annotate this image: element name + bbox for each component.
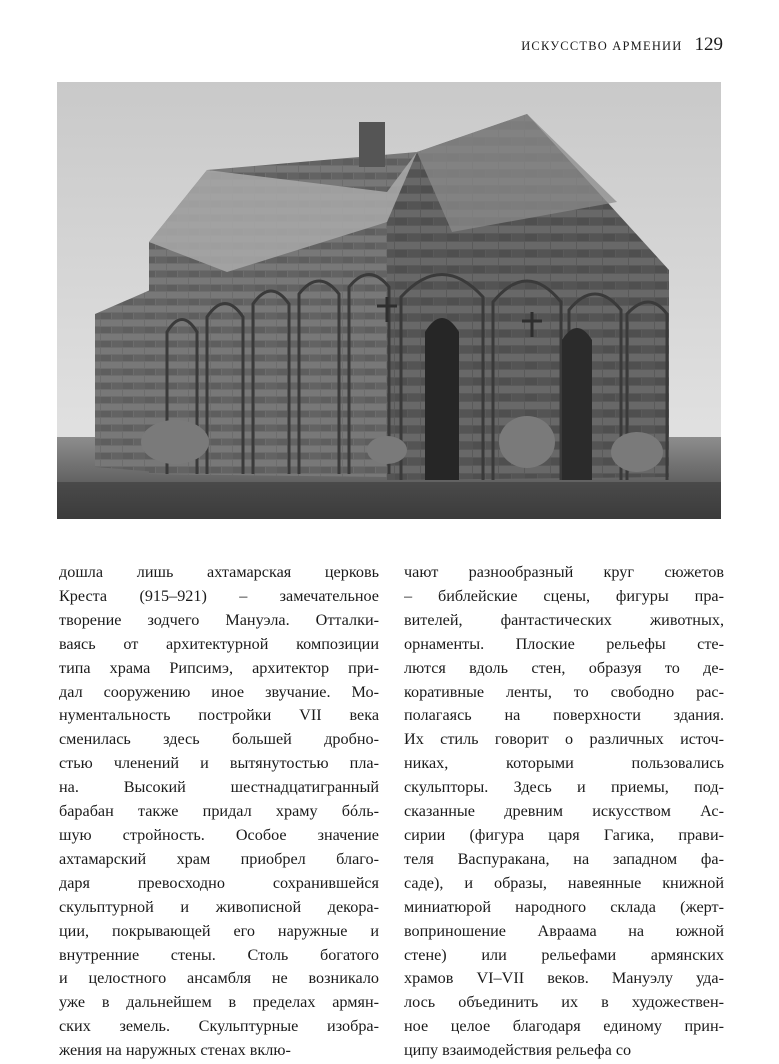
text-line: внутренние стены. Столь богатого [59,945,379,964]
text-line: ции, покрывающей его наружные и [59,921,379,940]
text-line: – библейские сцены, фигуры пра- [404,586,724,605]
text-line: вителей, фантастических животных, [404,610,724,629]
text-line: сирии (фигура царя Гагика, прави- [404,825,724,844]
text-line: уже в дальнейшем в пределах армян- [59,993,379,1012]
text-line: никах, которыми пользовались [404,754,724,773]
text-line: сменилась здесь большей дробно- [59,730,379,749]
church-photograph [57,82,721,519]
text-line: дошла лишь ахтамарская церковь [59,563,379,581]
text-line: даря превосходно сохранившейся [59,873,379,892]
text-line: ваясь от архитектурной композиции [59,634,379,653]
text-line: шую стройность. Особое значение [59,825,379,844]
text-line: дал сооружению иное звучание. Мо- [59,682,379,701]
text-line: Креста (915–921) – замечательное [59,586,379,605]
text-line: нументальность постройки VII века [59,706,379,725]
text-line: храмов VI–VII веков. Мануэлу уда- [404,969,724,988]
text-line: стене) или рельефами армянских [404,945,724,964]
text-line: типа храма Рипсимэ, архитектор при- [59,658,379,677]
text-line: на. Высокий шестнадцатигранный [59,778,379,797]
text-line: воприношение Авраама на южной [404,921,724,940]
text-line: стью членений и вытянутостью пла- [59,754,379,773]
text-line: коративные ленты, то свободно рас- [404,682,724,701]
text-line: ских земель. Скульптурные изобра- [59,1017,379,1036]
text-line: орнаменты. Плоские рельефы сте- [404,634,724,653]
text-line: и целостного ансамбля не возникало [59,969,379,988]
text-line: лось объединить их в художествен- [404,993,724,1012]
text-column-right [404,561,724,1063]
text-line: лются вдоль стен, образуя то де- [404,658,724,677]
running-head [521,34,723,56]
text-line: теля Васпуракана, на западном фа- [404,849,724,868]
running-title: ИСКУССТВО АРМЕНИИ [521,39,683,53]
text-line: сказанные древним искусством Ас- [404,802,724,821]
text-line: ное целое благодаря единому прин- [404,1017,724,1036]
text-line: барабан также придал храму бóль- [59,802,379,821]
text-line: скульптурной и живописной декора- [59,897,379,916]
text-line: полагаясь на поверхности здания. [404,706,724,725]
text-line: скульпторы. Здесь и приемы, под- [404,778,724,797]
text-line: ахтамарский храм приобрел благо- [59,849,379,868]
church-photo-illustration [57,82,721,519]
text-line: саде), и образы, навеянные книжной [404,873,724,892]
text-line: ципу взаимодействия рельефа со [404,1041,632,1060]
text-line: творение зодчего Мануэла. Отталки- [59,610,379,629]
text-line: Их стиль говорит о различных источ- [404,730,724,749]
text-line: чают разнообразный круг сюжетов [404,563,724,581]
text-column-left [59,561,379,1063]
text-line: жения на наружных стенах вклю- [59,1041,291,1060]
text-line: миниатюрой народного склада (жерт- [404,897,724,916]
page-number: 129 [694,34,723,55]
